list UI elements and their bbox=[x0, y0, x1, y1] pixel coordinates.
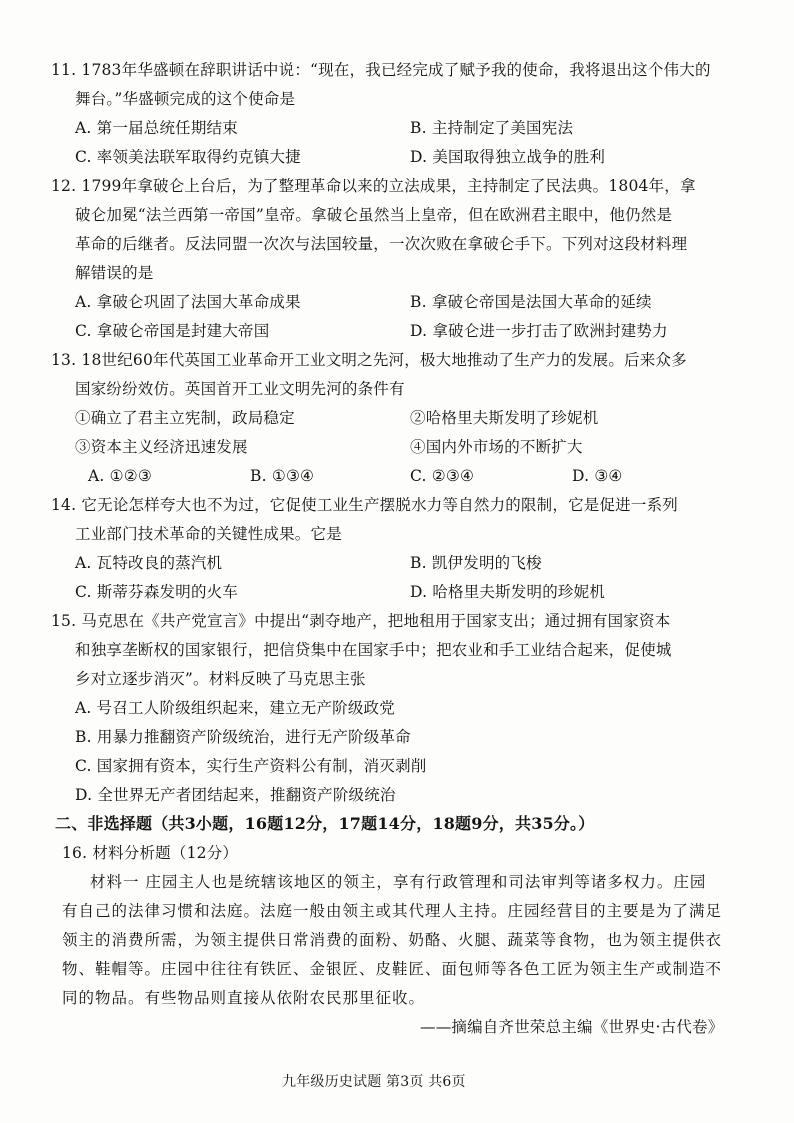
q13-item-1: ①确立了君主立宪制，政局稳定 bbox=[75, 409, 295, 427]
q12-option-b: B. 拿破仑帝国是法国大革命的延续 bbox=[410, 293, 652, 311]
q13-item-3: ③资本主义经济迅速发展 bbox=[75, 438, 248, 456]
q14-stem-line-2: 工业部门技术革命的关键性成果。它是 bbox=[75, 525, 342, 543]
q11-option-d: D. 美国取得独立战争的胜利 bbox=[410, 148, 606, 166]
q11-option-a: A. 第一届总统任期结束 bbox=[75, 119, 238, 137]
section-2-heading: 二、非选择题（共3小题，16题12分，17题14分，18题9分，共35分。） bbox=[55, 814, 595, 833]
q15-option-d: D. 全世界无产者团结起来，推翻资产阶级统治 bbox=[75, 786, 396, 804]
q13-item-2: ②哈格里夫斯发明了珍妮机 bbox=[410, 409, 599, 427]
q16-material-line-4: 物、鞋帽等。庄园中往往有铁匠、金银匠、皮鞋匠、面包师等各色工匠为领主生产或制造不 bbox=[62, 960, 723, 978]
q16-material-line-5: 同的物品。有些物品则直接从依附农民那里征收。 bbox=[62, 989, 426, 1007]
q12-option-a: A. 拿破仑巩固了法国大革命成果 bbox=[75, 293, 301, 311]
q16-material-line-1: 材料一 庄园主人也是统辖该地区的领主，享有行政管理和司法审判等诸多权力。庄园 bbox=[90, 873, 707, 891]
q14-option-a: A. 瓦特改良的蒸汽机 bbox=[75, 554, 223, 572]
q13-stem-line-2: 国家纷纷效仿。英国首开工业文明先河的条件有 bbox=[75, 380, 405, 398]
q16-title: 16. 材料分析题（12分） bbox=[62, 844, 239, 862]
q15-stem-line-1: 15. 马克思在《共产党宣言》中提出“剥夺地产，把地租用于国家支出；通过拥有国家资本 bbox=[51, 612, 671, 630]
q13-item-4: ④国内外市场的不断扩大 bbox=[410, 438, 583, 456]
q15-option-c: C. 国家拥有资本，实行生产资料公有制，消灭剥削 bbox=[75, 757, 427, 775]
q14-option-d: D. 哈格里夫斯发明的珍妮机 bbox=[410, 583, 606, 601]
q13-stem-line-1: 13. 18世纪60年代英国工业革命开工业文明之先河，极大地推动了生产力的发展。后来众多 bbox=[51, 351, 687, 369]
q16-source: ——摘编自齐世荣总主编《世界史·古代卷》 bbox=[420, 1018, 724, 1036]
page-footer: 九年级历史试题 第3页 共6页 bbox=[282, 1074, 466, 1090]
q14-stem-line-1: 14. 它无论怎样夸大也不为过，它促使工业生产摆脱水力等自然力的限制，它是促进一系列 bbox=[51, 496, 678, 514]
q13-option-c: C. ②③④ bbox=[410, 467, 475, 485]
q11-stem-line-2: 舞台。”华盛顿完成的这个使命是 bbox=[75, 90, 296, 108]
q12-stem-line-3: 革命的后继者。反法同盟一次次与法国较量，一次次败在拿破仑手下。下列对这段材料理 bbox=[75, 235, 688, 253]
q12-option-d: D. 拿破仑进一步打击了欧洲封建势力 bbox=[410, 322, 668, 340]
q14-option-c: C. 斯蒂芬森发明的火车 bbox=[75, 583, 239, 601]
q12-stem-line-2: 破仑加冕“法兰西第一帝国”皇帝。拿破仑虽然当上皇帝，但在欧洲君主眼中，他仍然是 bbox=[75, 206, 673, 224]
q13-option-b: B. ①③④ bbox=[250, 467, 315, 485]
q11-option-b: B. 主持制定了美国宪法 bbox=[410, 119, 574, 137]
q14-option-b: B. 凯伊发明的飞梭 bbox=[410, 554, 542, 572]
q15-option-b: B. 用暴力推翻资产阶级统治，进行无产阶级革命 bbox=[75, 728, 411, 746]
q11-option-c: C. 率领美法联军取得约克镇大捷 bbox=[75, 148, 301, 166]
q15-stem-line-2: 和独享垄断权的国家银行，把信贷集中在国家手中；把农业和手工业结合起来，促使城 bbox=[75, 641, 672, 659]
q13-option-a: A. ①②③ bbox=[88, 467, 152, 485]
q12-option-c: C. 拿破仑帝国是封建大帝国 bbox=[75, 322, 270, 340]
q15-stem-line-3: 乡对立逐步消灭”。材料反映了马克思主张 bbox=[75, 670, 366, 688]
q12-stem-line-4: 解错误的是 bbox=[75, 264, 154, 282]
q15-option-a: A. 号召工人阶级组织起来，建立无产阶级政党 bbox=[75, 699, 395, 717]
q12-stem-line-1: 12. 1799年拿破仑上台后，为了整理革命以来的立法成果，主持制定了民法典。1804年，拿 bbox=[51, 177, 696, 195]
q11-stem-line-1: 11. 1783年华盛顿在辞职讲话中说：“现在，我已经完成了赋予我的使命，我将退出这个伟大的 bbox=[51, 61, 711, 79]
q16-material-line-2: 有自己的法律习惯和法庭。法庭一般由领主或其代理人主持。庄园经营目的主要是为了满足 bbox=[62, 902, 723, 920]
q16-material-line-3: 领主的消费所需，为领主提供日常消费的面粉、奶酪、火腿、蔬菜等食物，也为领主提供衣 bbox=[62, 931, 723, 949]
q13-option-d: D. ③④ bbox=[572, 467, 623, 485]
